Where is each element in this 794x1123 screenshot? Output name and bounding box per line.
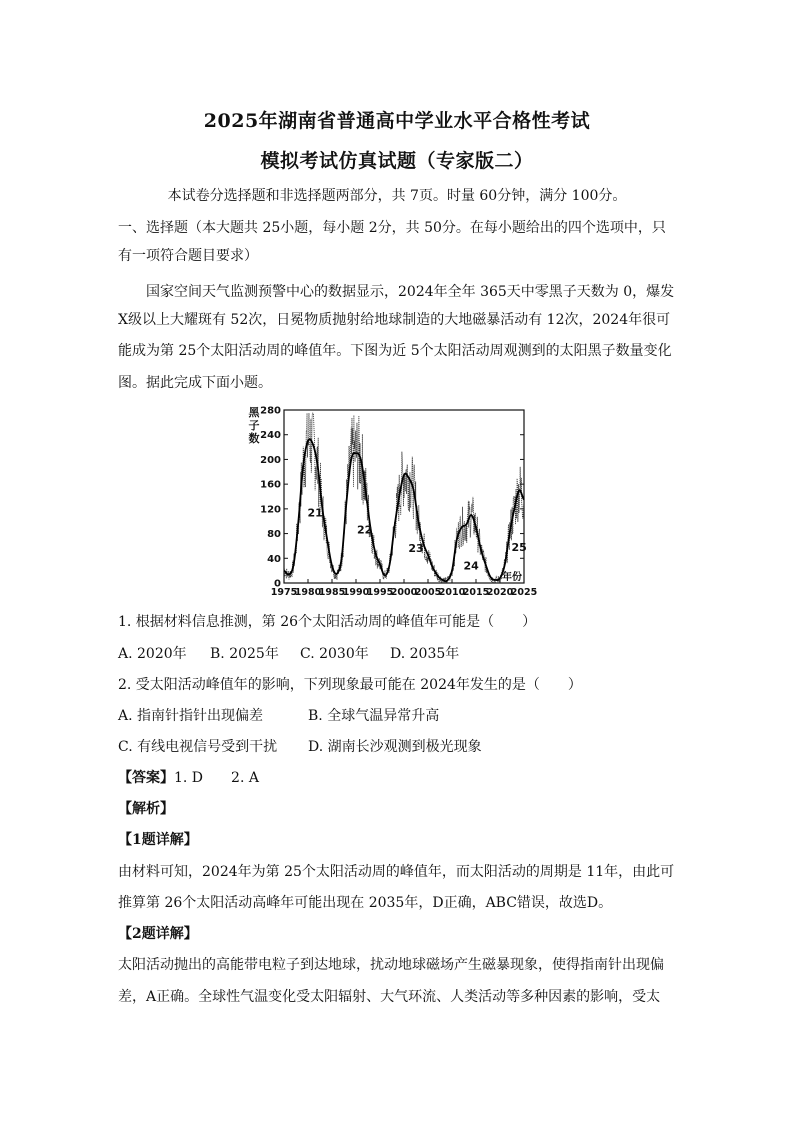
section-heading-line2: 有一项符合题目要求） xyxy=(118,248,258,264)
y-axis-label-char: 黑 xyxy=(248,406,260,419)
cycle-label: 25 xyxy=(511,540,527,554)
detail-1-label: 【1题详解】 xyxy=(118,832,198,848)
page-title: 2025年湖南省普通高中学业水平合格性考试 xyxy=(203,110,591,132)
detail-2-line2: 差，A正确。全球性气温变化受太阳辐射、大气环流、人类活动等多种因素的影响，受太 xyxy=(118,989,661,1005)
page-subtitle: 模拟考试仿真试题（专家版二） xyxy=(260,150,534,172)
analysis-label: 【解析】 xyxy=(118,801,174,817)
material-line2: X级以上大耀斑有 52次，日冕物质抛射给地球制造的大地磁暴活动有 12次，2024年很可 xyxy=(118,312,671,328)
question-1-stem: 1. 根据材料信息推测，第 26个太阳活动周的峰值年可能是（ ） xyxy=(118,614,537,630)
question-1-option-b[interactable]: B. 2025年 xyxy=(210,646,279,662)
detail-1-line2: 推算第 26个太阳活动高峰年可能出现在 2035年，D正确，ABC错误，故选D。 xyxy=(118,895,613,911)
detail-2-line1: 太阳活动抛出的高能带电粒子到达地球，扰动地球磁场产生磁暴现象，使得指南针出现偏 xyxy=(118,957,664,973)
x-tick-label: 2010 xyxy=(438,587,466,598)
detail-2-label: 【2题详解】 xyxy=(118,926,198,942)
x-tick-label: 1985 xyxy=(318,587,346,598)
y-tick-label: 240 xyxy=(260,430,281,442)
x-tick-label: 2005 xyxy=(414,587,442,598)
question-1-option-c[interactable]: C. 2030年 xyxy=(300,646,369,662)
x-tick-label: 1995 xyxy=(366,587,394,598)
section-heading-line1: 一、选择题（本大题共 25小题，每小题 2分，共 50分。在每小题给出的四个选项中，只 xyxy=(118,220,666,236)
x-tick-label: 2000 xyxy=(390,587,418,598)
cycle-label: 23 xyxy=(408,542,424,556)
exam-intro: 本试卷分选择题和非选择题两部分，共 7页。时量 60分钟，满分 100分。 xyxy=(167,188,627,204)
y-axis-label-char: 子 xyxy=(248,419,260,432)
question-1-option-a[interactable]: A. 2020年 xyxy=(118,646,187,662)
monthly-sunspot-trace xyxy=(284,413,524,583)
y-tick-label: 40 xyxy=(267,553,281,565)
y-tick-label: 0 xyxy=(274,578,281,590)
material-line1: 国家空间天气监测预警中心的数据显示，2024年全年 365天中零黑子天数为 0，爆发 xyxy=(146,284,675,300)
x-tick-label: 2020 xyxy=(486,587,514,598)
question-2-option-c[interactable]: C. 有线电视信号受到干扰 xyxy=(118,739,278,755)
question-1-option-d[interactable]: D. 2035年 xyxy=(390,646,460,662)
x-tick-label: 2015 xyxy=(462,587,490,598)
question-2-option-a[interactable]: A. 指南针指针出现偏差 xyxy=(118,708,264,724)
y-tick-label: 200 xyxy=(260,454,281,466)
material-line4: 图。据此完成下面小题。 xyxy=(118,375,272,391)
question-2-stem: 2. 受太阳活动峰值年的影响，下列现象最可能在 2024年发生的是（ ） xyxy=(118,677,582,693)
question-2-option-d[interactable]: D. 湖南长沙观测到极光现象 xyxy=(308,739,482,755)
y-tick-label: 280 xyxy=(260,405,281,417)
cycle-label: 24 xyxy=(463,559,479,573)
x-tick-label: 2025 xyxy=(510,587,538,598)
y-tick-label: 160 xyxy=(260,479,281,491)
x-tick-label: 1980 xyxy=(294,587,322,598)
detail-1-line1: 由材料可知，2024年为第 25个太阳活动周的峰值年，而太阳活动的周期是 11年，由此可 xyxy=(118,864,675,880)
y-tick-label: 120 xyxy=(260,504,281,516)
y-tick-label: 80 xyxy=(267,529,281,541)
cycle-label: 22 xyxy=(356,523,373,537)
sunspot-chart xyxy=(238,400,538,600)
x-tick-label: 1975 xyxy=(270,587,298,598)
x-tick-label: 1990 xyxy=(342,587,370,598)
answer-label: 【答案】 xyxy=(118,770,174,786)
cycle-label: 21 xyxy=(307,506,323,520)
answer-line xyxy=(118,768,678,788)
answer-text: 1. D 2. A xyxy=(174,770,259,786)
y-axis-label-char: 数 xyxy=(248,432,260,445)
material-line3: 能成为第 25个太阳活动周的峰值年。下图为近 5个太阳活动周观测到的太阳黑子数量变化 xyxy=(118,343,672,359)
question-2-option-b[interactable]: B. 全球气温异常升高 xyxy=(308,708,440,724)
x-axis-label: 年份 xyxy=(502,572,522,583)
